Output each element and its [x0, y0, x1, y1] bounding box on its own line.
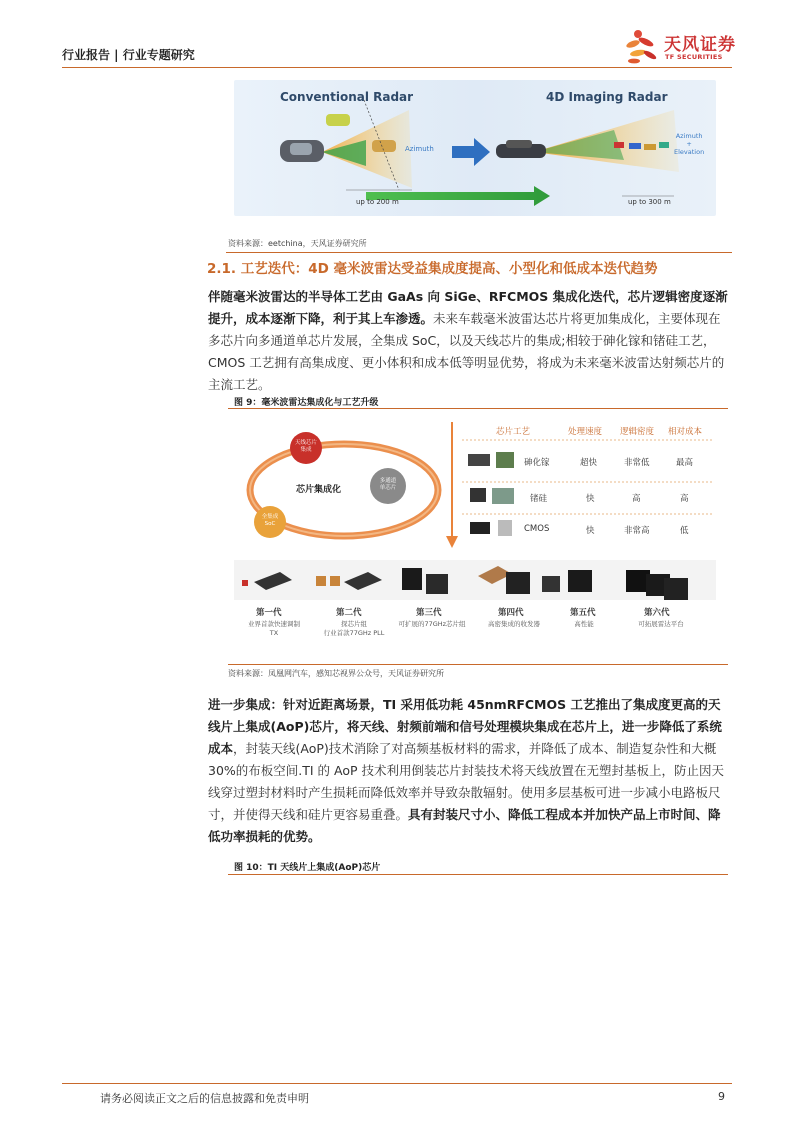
paragraph2-text: ，封装天线(AoP)技术消除了对高频基板材料的需求，并降低了成本、制造复杂性和大概 30%的布板空间.TI 的 AoP 技术利用倒装芯片封装技术将天线放置在无塑封基板上，防止因天线穿过塑封材料时产生损耗而降低效率并导致杂散辐射。使用多层基板可进一步减小电路板尺寸，并使得天线和硅片更容易重叠。	[208, 741, 725, 822]
table-row-gaas-density: 非常低	[624, 458, 650, 468]
gen5-label: 第五代	[570, 608, 596, 618]
azimuth-label: Azimuth	[405, 145, 434, 153]
conventional-radar-title: Conventional Radar	[280, 90, 414, 104]
figure2-bottom-rule	[228, 664, 728, 665]
table-header-cost: 相对成本	[668, 427, 703, 437]
paragraph1-bold: 伴随毫米波雷达的半导体工艺由 GaAs 向 SiGe、RFCMOS 集成化迭代，芯片逻辑密度逐渐提升，成本逐渐下降，利于其上车渗透。	[208, 289, 728, 326]
table-row-cmos-density: 非常高	[624, 526, 650, 536]
figure1-source: 资料来源：eetchina，天风证券研究所	[228, 239, 367, 248]
gen4-desc: 高密集成的收发器	[488, 620, 540, 628]
gen5-desc: 高性能	[574, 620, 594, 628]
transition-arrow	[452, 138, 490, 166]
logo-cn-text: 天风证券	[664, 35, 736, 55]
gen1-desc: 业界首款快速调制 TX	[248, 620, 300, 637]
tf-logo-icon	[624, 26, 662, 66]
table-row-sige-cost: 高	[680, 494, 689, 504]
gen3-chip-icon	[402, 568, 422, 590]
footer-rule	[62, 1083, 732, 1084]
gen6-label: 第六代	[644, 608, 670, 618]
ring-node-antenna: 天线芯片 集成	[294, 440, 317, 453]
radar-comparison-figure	[234, 80, 716, 216]
gen5-chip-icon	[542, 576, 560, 592]
figure3-caption: 图 10：TI 天线片上集成(AoP)芯片	[234, 863, 381, 873]
page-number: 9	[718, 1090, 725, 1103]
table-row-sige-speed: 快	[586, 494, 595, 504]
imaging-radar-title: 4D Imaging Radar	[546, 90, 668, 104]
gen4-label: 第四代	[498, 608, 524, 618]
table-row-cmos-speed: 快	[586, 526, 595, 536]
table-row-sige-process: 锗硅	[530, 494, 548, 504]
paragraph2-bold1: 进一步集成：针对近距离场景，TI 采用低功耗 45nmRFCMOS 工艺推出了集成度更高的天线片上集成(AoP)芯片，将天线、射频前端和信号处理模块集成在芯片上，进一步降低了系统成本	[208, 697, 722, 756]
gen2-desc: 探芯片组 行业首款77GHz PLL	[323, 620, 385, 637]
disclaimer-notice: 请务必阅读正文之后的信息披露和免责申明	[100, 1092, 309, 1105]
table-row-cmos-cost: 低	[680, 526, 689, 536]
table-row-gaas-process: 砷化镓	[524, 458, 550, 468]
ring-node-soc: 全集成 SoC	[261, 514, 279, 527]
section-title: 2.1. 工艺迭代：4D 毫米波雷达受益集成度提高、小型化和低成本迭代趋势	[207, 261, 658, 277]
range-right-label: up to 300 m	[628, 198, 671, 206]
ring-center-label: 芯片集成化	[296, 485, 342, 495]
gaas-chip-icon	[468, 454, 490, 466]
ring-node-multichannel: 多通道 单芯片	[379, 478, 397, 491]
section-rule	[226, 252, 732, 253]
paragraph2-bold2: 具有封装尺寸小、降低工程成本并加快产品上市时间、降低功率损耗的优势。	[208, 807, 721, 844]
header-report-type: 行业报告 | 行业专题研究	[62, 48, 195, 62]
figure2-caption: 图 9：毫米波雷达集成化与工艺升级	[234, 398, 379, 408]
table-header-process: 芯片工艺	[496, 427, 531, 437]
cmos-chip-icon	[470, 522, 490, 534]
table-header-density: 逻辑密度	[620, 427, 655, 437]
table-row-sige-density: 高	[632, 494, 641, 504]
brand-logo	[624, 26, 736, 66]
paragraph-process-evolution	[208, 286, 728, 396]
table-row-gaas-cost: 最高	[676, 458, 694, 468]
logo-en-text: TF SECURITIES	[665, 53, 723, 61]
table-row-cmos-process: CMOS	[524, 524, 550, 534]
gen3-label: 第三代	[416, 608, 442, 618]
figure2-source: 资料来源：凤凰网汽车，感知芯视界公众号，天风证券研究所	[228, 669, 444, 678]
gen1-label: 第一代	[256, 608, 282, 618]
integration-figure	[234, 410, 716, 660]
gen6-desc: 可拓展雷达平台	[638, 620, 684, 628]
figure3-top-rule	[228, 874, 728, 875]
paragraph1-text: 未来车载毫米波雷达芯片将更加集成化，主要体现在多芯片向多通道单芯片发展，全集成 SoC，以及天线芯片的集成;相较于砷化镓和锗硅工艺，CMOS 工艺拥有高集成度、更小体积和成本低等明显优势，将成为未来毫米波雷达射频芯片的主流工艺。	[208, 311, 725, 392]
figure2-top-rule	[228, 408, 728, 409]
table-row-gaas-speed: 超快	[580, 458, 598, 468]
table-header-speed: 处理速度	[568, 427, 603, 437]
header-rule	[62, 67, 732, 68]
gen3-desc: 可扩展的77GHz芯片组	[398, 620, 466, 628]
range-left-label: up to 200 m	[356, 198, 399, 206]
azimuth-elevation-label: Azimuth + Elevation	[674, 132, 705, 156]
sige-chip-icon	[470, 488, 486, 502]
paragraph-aop-integration	[208, 694, 728, 848]
gen2-label: 第二代	[336, 608, 362, 618]
